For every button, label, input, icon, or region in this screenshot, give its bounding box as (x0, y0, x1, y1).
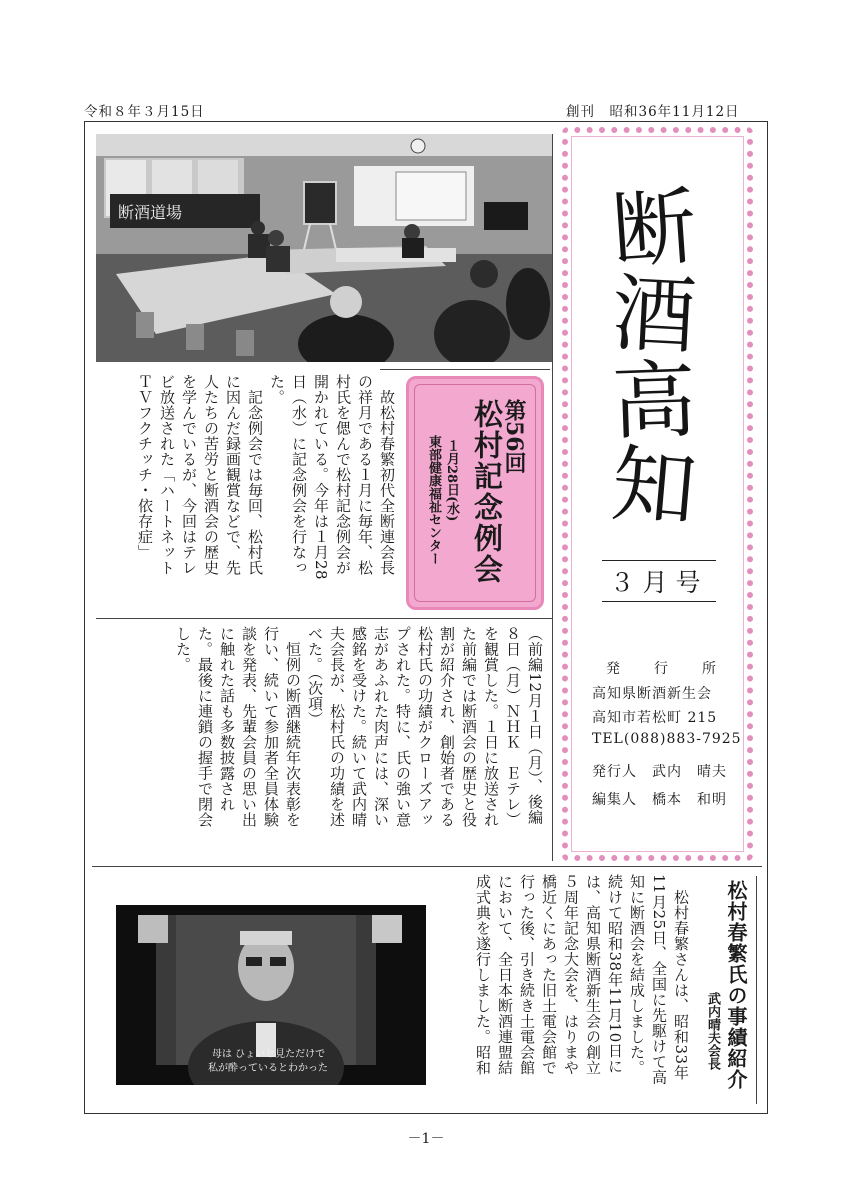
rule-article2-title (756, 876, 757, 1104)
editor-person: 編集人 橋本 和明 (592, 792, 727, 808)
publisher-heading: 発 行 所 (606, 661, 726, 677)
publisher-tel: TEL(088)883-7925 (592, 731, 742, 747)
page-number: －1－ (407, 1131, 445, 1147)
publisher-address: 高知市若松町 215 (592, 710, 718, 726)
article2-byline: 武内晴夫会長 (705, 992, 720, 1070)
rule-lower-section (92, 866, 762, 867)
tv-still-photo (116, 905, 426, 1085)
subtitle-line-2: 私が酔っているとわかった (208, 1063, 328, 1074)
title-char-2: 酒 (609, 263, 699, 367)
rule-mid-article (96, 618, 552, 619)
subtitle-line-1: 母は ひょいと見ただけで (212, 1049, 326, 1060)
event-venue: 東部健康福祉センター (426, 435, 441, 565)
masthead-title (601, 177, 707, 540)
event-box (406, 376, 544, 610)
tv-portrait-illustration (116, 905, 426, 1085)
publisher-person: 発行人 武内 晴夫 (592, 764, 727, 780)
publisher-org: 高知県断酒新生会 (592, 686, 712, 702)
title-char-3: 高 (610, 350, 698, 452)
rule-top-article (380, 369, 550, 370)
issue-date: 令和８年３月15日 (84, 104, 205, 120)
article2-title: 松村春繁氏の事績紹介 (724, 880, 748, 1090)
meeting-photo (96, 134, 552, 362)
event-number: 第56回 (501, 399, 527, 474)
article2-body: 松村春繁さんは、昭和33年 11月25日、全国に先駆けて高 知に断酒会を結成しました。 続けて昭和38年11月10日に は、高知県断酒新生会の創立 ５周年記念大会を、はりまや 橋近くにあった旧土電会館で 行った後、引き続き土電会館 において、全日本断酒連盟結 成式典を遂行しました。昭和 (474, 874, 690, 1085)
meeting-room-illustration (96, 134, 552, 362)
founded-date: 創刊 昭和36年11月12日 (566, 104, 740, 120)
title-char-1: 断 (608, 177, 700, 281)
issue-label: ３月号 (602, 560, 716, 602)
event-name: 松村記念例会 (470, 399, 504, 585)
banner-text: 断酒道場 (118, 203, 183, 222)
article1-lower-text: （前編12月１日（月）、後編 ８日（月）ＮＨＫ Ｅテレ） を観賞した。１日に放送され た前編では断酒会の歴史と役 割が紹介され、創始者である 松村氏の功績がクローズアッ プされた。特に、氏の強い意 志があふれた肉声には、深い 感銘を受けた。続いて武内晴 夫会長が、松村氏の功績を述 べた。（次項） 恒例の断酒継続年次表彰を 行い、続いて参加者全員体験 談を発表、先輩会員の思い出 に触れた話も多数披露され た。最後に連鎖の握手で閉会 した。 (174, 626, 544, 828)
article1-upper-text: 故松村春繁初代全断連会長 の祥月である１月に毎年、松 村氏を偲んで松村記念例会が 開かれている。今年は１月28 日（水）に記念例会を行なっ た。 記念例会では毎回、松村氏 に因んだ録画観賞などで、先 人たちの苦労と断酒会の歴史 を学んでいるが、今回はテレ ビ放送された「ハートネット ＴＶフクチッチ・依存症」 (136, 374, 396, 581)
event-date: １月28日(水) (444, 439, 459, 522)
rule-column-divider (552, 134, 553, 861)
title-char-4: 知 (607, 434, 701, 540)
